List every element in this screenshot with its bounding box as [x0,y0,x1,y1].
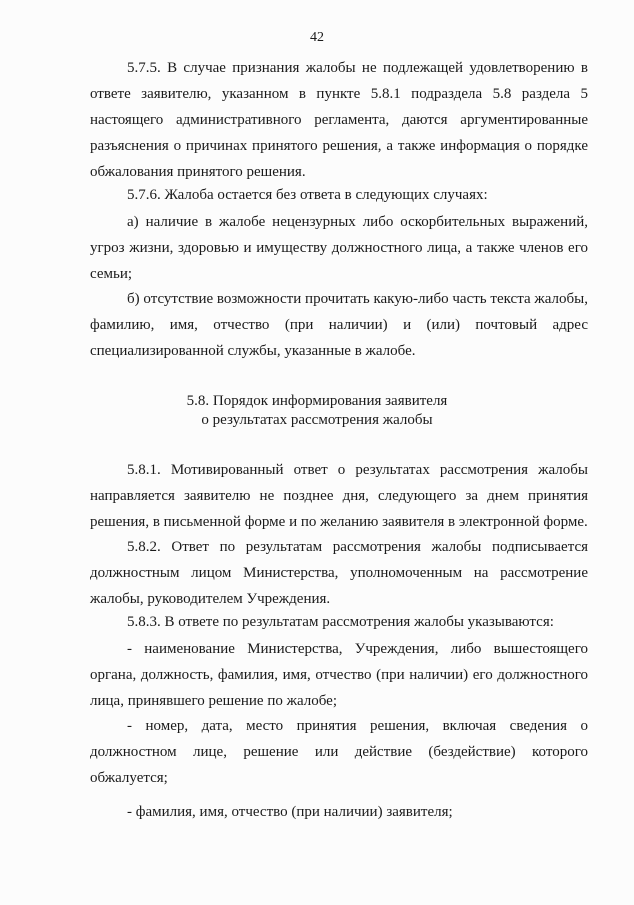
text-line: ответе заявителю, указанном в пункте 5.8.1 подраздела 5.8 раздела 5 [90,86,588,102]
text-line: жалобы, руководителем Учреждения. [90,591,331,607]
list-item-applicant: - фамилия, имя, отчество (при наличии) заявителя; [127,804,453,820]
text-line: решения, в письменной форме и по желанию заявителя в электронной форме. [90,514,588,530]
page-number: 42 [310,30,324,45]
text-line: настоящего административного регламента, даются аргументированные [90,112,588,128]
text-line: - наименование Министерства, Учреждения, либо вышестоящего [127,641,588,657]
text-line: 5.8.2. Ответ по результатам рассмотрения жалобы подписывается [127,539,588,555]
text-line: 5.7.5. В случае признания жалобы не подлежащей удовлетворению в [127,60,588,76]
text-line: семьи; [90,266,133,282]
paragraph-5-8-3: 5.8.3. В ответе по результатам рассмотрения жалобы указываются: [127,614,554,630]
text-line: разъяснения о причинах принятого решения, а также информация о порядке [90,138,588,154]
text-line: а) наличие в жалобе нецензурных либо оскорбительных выражений, [127,214,588,230]
text-line: - номер, дата, место принятия решения, включая сведения о [127,718,588,734]
text-line: должностном лице, решение или действие (бездействие) которого [90,744,588,760]
text-line: должностным лицом Министерства, уполномоченным на рассмотрение [90,565,588,581]
text-line: угроз жизни, здоровью и имуществу должностного лица, а также членов его [90,240,588,256]
text-line: лица, принявшего решение по жалобе; [90,693,338,709]
text-line: органа, должность, фамилия, имя, отчество (при наличии) его должностного [90,667,588,683]
text-line: фамилию, имя, отчество (при наличии) и (или) почтовый адрес [90,317,588,333]
text-line: обжалования принятого решения. [90,164,306,180]
paragraph-5-7-6: 5.7.6. Жалоба остается без ответа в следующих случаях: [127,187,488,203]
text-line: обжалуется; [90,770,168,786]
text-line: 5.8.1. Мотивированный ответ о результатах рассмотрения жалобы [127,462,588,478]
text-line: специализированной службы, указанные в жалобе. [90,343,416,359]
heading-line: о результатах рассмотрения жалобы [201,412,433,428]
text-line: б) отсутствие возможности прочитать какую-либо часть текста жалобы, [127,291,588,307]
heading-line: 5.8. Порядок информирования заявителя [186,393,448,409]
text-line: направляется заявителю не позднее дня, следующего за днем принятия [90,488,588,504]
